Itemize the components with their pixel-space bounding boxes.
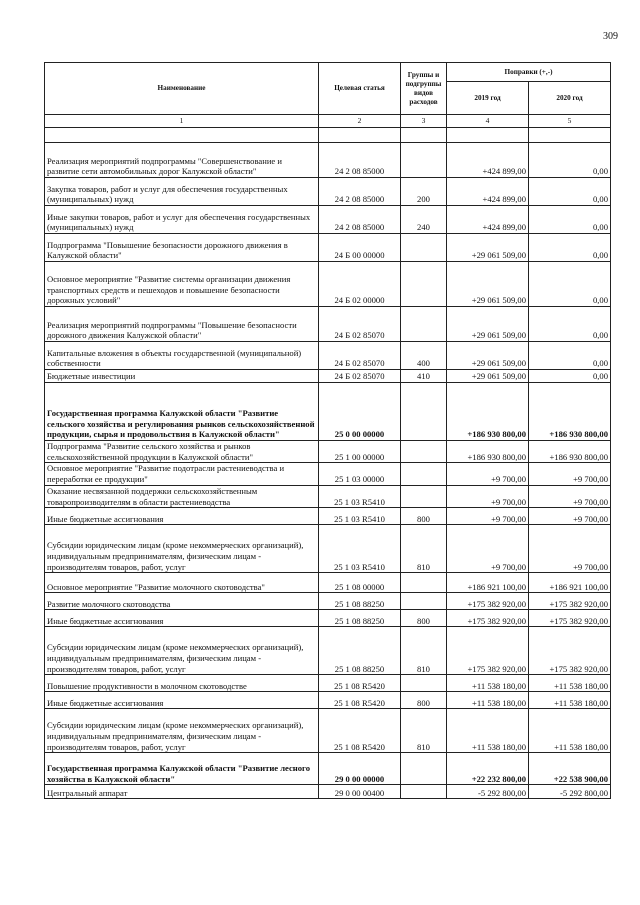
row-name: Основное мероприятие "Развитие подотрасли растениеводства и переработки ее продукции" (45, 463, 319, 485)
row-target-code: 29 0 00 00400 (319, 785, 401, 799)
row-name: Государственная программа Калужской области "Развитие сельского хозяйства и регулирования рынков сельскохозяйственной продукции, сырья и продовольствия в Калужской области" (45, 383, 319, 441)
row-amount-2020: +186 930 800,00 (529, 441, 611, 463)
row-name: Иные закупки товаров, работ и услуг для обеспечения государственных (муниципальных) нужд (45, 206, 319, 234)
table-row (45, 234, 611, 262)
table-row (45, 525, 611, 573)
row-amount-2019: +424 899,00 (447, 143, 529, 178)
row-amount-2020: +9 700,00 (529, 508, 611, 525)
row-amount-2019: +186 921 100,00 (447, 573, 529, 593)
row-amount-2019: +175 382 920,00 (447, 627, 529, 675)
row-amount-2019: +186 930 800,00 (447, 383, 529, 441)
row-amount-2020: +175 382 920,00 (529, 627, 611, 675)
row-target-code: 25 1 08 R5420 (319, 675, 401, 692)
row-name: Капитальные вложения в объекты государственной (муниципальной) собственности (45, 342, 319, 370)
row-expense-group (401, 234, 447, 262)
table-row (45, 143, 611, 178)
row-amount-2019: +424 899,00 (447, 206, 529, 234)
row-name: Центральный аппарат (45, 785, 319, 799)
row-name: Реализация мероприятий подпрограммы "Совершенствование и развитие сети автомобильных дорог Калужской области" (45, 143, 319, 178)
row-amount-2020: +9 700,00 (529, 525, 611, 573)
row-amount-2019: +29 061 509,00 (447, 262, 529, 307)
row-expense-group (401, 441, 447, 463)
row-amount-2020: +186 930 800,00 (529, 383, 611, 441)
row-amount-2020: +22 538 900,00 (529, 753, 611, 785)
row-amount-2020: -5 292 800,00 (529, 785, 611, 799)
table-row (45, 709, 611, 753)
table-row (45, 178, 611, 206)
row-amount-2020: +9 700,00 (529, 485, 611, 507)
table-row (45, 675, 611, 692)
row-name: Реализация мероприятий подпрограммы "Повышение безопасности дорожного движения Калужской области" (45, 307, 319, 342)
row-target-code: 25 1 03 R5410 (319, 525, 401, 573)
row-amount-2020: +11 538 180,00 (529, 692, 611, 709)
row-amount-2020: 0,00 (529, 178, 611, 206)
column-number: 1 (45, 115, 319, 128)
row-amount-2019: +186 930 800,00 (447, 441, 529, 463)
row-target-code: 25 1 03 R5410 (319, 508, 401, 525)
row-expense-group (401, 262, 447, 307)
row-amount-2019: -5 292 800,00 (447, 785, 529, 799)
row-expense-group (401, 593, 447, 610)
row-name: Подпрограмма "Развитие сельского хозяйства и рынков сельскохозяйственной продукции в Калужской области" (45, 441, 319, 463)
row-name: Иные бюджетные ассигнования (45, 610, 319, 627)
row-amount-2020: 0,00 (529, 370, 611, 383)
row-expense-group (401, 753, 447, 785)
row-target-code: 24 Б 02 85070 (319, 370, 401, 383)
page-number: 309 (603, 31, 618, 42)
header-year-2019: 2019 год (447, 82, 529, 115)
column-number: 3 (401, 115, 447, 128)
row-name: Оказание несвязанной поддержки сельскохозяйственным товаропроизводителям в области растениеводства (45, 485, 319, 507)
row-target-code: 24 Б 00 00000 (319, 234, 401, 262)
row-amount-2019: +424 899,00 (447, 178, 529, 206)
row-name: Иные бюджетные ассигнования (45, 508, 319, 525)
table-row (45, 573, 611, 593)
table-row (45, 692, 611, 709)
row-expense-group: 200 (401, 178, 447, 206)
header-amendments: Поправки (+,-) (447, 63, 611, 82)
table-row (45, 753, 611, 785)
table-row (45, 370, 611, 383)
row-amount-2020: 0,00 (529, 234, 611, 262)
row-target-code: 24 2 08 85000 (319, 206, 401, 234)
row-expense-group: 810 (401, 627, 447, 675)
row-amount-2020: 0,00 (529, 342, 611, 370)
table-row (45, 785, 611, 799)
row-name: Развитие молочного скотоводства (45, 593, 319, 610)
table-row (45, 383, 611, 441)
row-amount-2019: +29 061 509,00 (447, 234, 529, 262)
row-amount-2020: +11 538 180,00 (529, 709, 611, 753)
row-target-code: 25 1 03 00000 (319, 463, 401, 485)
row-name: Основное мероприятие "Развитие системы организации движения транспортных средств и пешеходов и повышение безопасности дорожных условий" (45, 262, 319, 307)
row-amount-2019: +9 700,00 (447, 525, 529, 573)
row-name: Закупка товаров, работ и услуг для обеспечения государственных (муниципальных) нужд (45, 178, 319, 206)
row-amount-2019: +175 382 920,00 (447, 593, 529, 610)
row-name: Субсидии юридическим лицам (кроме некоммерческих организаций), индивидуальным предпринимателям, физическим лицам - производителям товаров, работ, услуг (45, 709, 319, 753)
row-target-code: 25 1 00 00000 (319, 441, 401, 463)
header-expense-groups: Группы и подгруппы видов расходов (401, 63, 447, 115)
row-target-code: 29 0 00 00000 (319, 753, 401, 785)
row-amount-2020: +186 921 100,00 (529, 573, 611, 593)
table-row (45, 342, 611, 370)
table-row (45, 627, 611, 675)
row-expense-group (401, 485, 447, 507)
header-year-2020: 2020 год (529, 82, 611, 115)
column-number: 2 (319, 115, 401, 128)
row-amount-2019: +22 232 800,00 (447, 753, 529, 785)
row-amount-2019: +11 538 180,00 (447, 692, 529, 709)
row-expense-group: 800 (401, 610, 447, 627)
row-target-code: 25 0 00 00000 (319, 383, 401, 441)
table-row (45, 262, 611, 307)
table-row (45, 610, 611, 627)
row-expense-group (401, 143, 447, 178)
row-amount-2019: +9 700,00 (447, 485, 529, 507)
table-row (45, 206, 611, 234)
row-target-code: 25 1 08 88250 (319, 627, 401, 675)
row-target-code: 24 2 08 85000 (319, 143, 401, 178)
row-expense-group: 240 (401, 206, 447, 234)
row-name: Субсидии юридическим лицам (кроме некоммерческих организаций), индивидуальным предпринимателям, физическим лицам - производителям товаров, работ, услуг (45, 525, 319, 573)
row-amount-2020: +9 700,00 (529, 463, 611, 485)
row-expense-group: 400 (401, 342, 447, 370)
row-amount-2019: +11 538 180,00 (447, 675, 529, 692)
row-expense-group (401, 307, 447, 342)
header-name: Наименование (45, 63, 319, 115)
table-row (45, 463, 611, 485)
row-amount-2020: +175 382 920,00 (529, 610, 611, 627)
row-amount-2020: 0,00 (529, 307, 611, 342)
row-name: Подпрограмма "Повышение безопасности дорожного движения в Калужской области" (45, 234, 319, 262)
row-name: Основное мероприятие "Развитие молочного скотоводства" (45, 573, 319, 593)
row-amount-2019: +175 382 920,00 (447, 610, 529, 627)
row-amount-2019: +29 061 509,00 (447, 307, 529, 342)
row-expense-group: 410 (401, 370, 447, 383)
row-expense-group: 810 (401, 525, 447, 573)
row-name: Субсидии юридическим лицам (кроме некоммерческих организаций), индивидуальным предпринимателям, физическим лицам - производителям товаров, работ, услуг (45, 627, 319, 675)
row-expense-group (401, 463, 447, 485)
row-expense-group: 800 (401, 508, 447, 525)
row-target-code: 24 Б 02 85070 (319, 342, 401, 370)
table-row (45, 593, 611, 610)
table-row (45, 441, 611, 463)
row-target-code: 24 2 08 85000 (319, 178, 401, 206)
row-target-code: 24 Б 02 00000 (319, 262, 401, 307)
row-amount-2020: +11 538 180,00 (529, 675, 611, 692)
column-number-row (45, 115, 611, 128)
row-name: Повышение продуктивности в молочном скотоводстве (45, 675, 319, 692)
row-amount-2019: +29 061 509,00 (447, 370, 529, 383)
column-number: 5 (529, 115, 611, 128)
row-expense-group: 800 (401, 692, 447, 709)
row-target-code: 25 1 08 R5420 (319, 692, 401, 709)
row-amount-2019: +9 700,00 (447, 508, 529, 525)
row-expense-group (401, 383, 447, 441)
row-amount-2020: 0,00 (529, 143, 611, 178)
header-target-article: Целевая статья (319, 63, 401, 115)
row-expense-group: 810 (401, 709, 447, 753)
row-target-code: 25 1 08 88250 (319, 593, 401, 610)
column-number: 4 (447, 115, 529, 128)
row-amount-2019: +9 700,00 (447, 463, 529, 485)
row-amount-2020: 0,00 (529, 206, 611, 234)
table-row (45, 485, 611, 507)
row-amount-2019: +11 538 180,00 (447, 709, 529, 753)
row-target-code: 25 1 08 00000 (319, 573, 401, 593)
row-target-code: 25 1 03 R5410 (319, 485, 401, 507)
row-target-code: 25 1 08 88250 (319, 610, 401, 627)
row-amount-2020: 0,00 (529, 262, 611, 307)
row-name: Иные бюджетные ассигнования (45, 692, 319, 709)
row-expense-group (401, 675, 447, 692)
row-target-code: 24 Б 02 85070 (319, 307, 401, 342)
spacer-row (45, 128, 611, 143)
table-row (45, 307, 611, 342)
row-amount-2019: +29 061 509,00 (447, 342, 529, 370)
row-name: Бюджетные инвестиции (45, 370, 319, 383)
row-expense-group (401, 573, 447, 593)
row-name: Государственная программа Калужской области "Развитие лесного хозяйства в Калужской области" (45, 753, 319, 785)
row-amount-2020: +175 382 920,00 (529, 593, 611, 610)
table-row (45, 508, 611, 525)
row-target-code: 25 1 08 R5420 (319, 709, 401, 753)
budget-amendments-table (44, 62, 611, 799)
row-expense-group (401, 785, 447, 799)
